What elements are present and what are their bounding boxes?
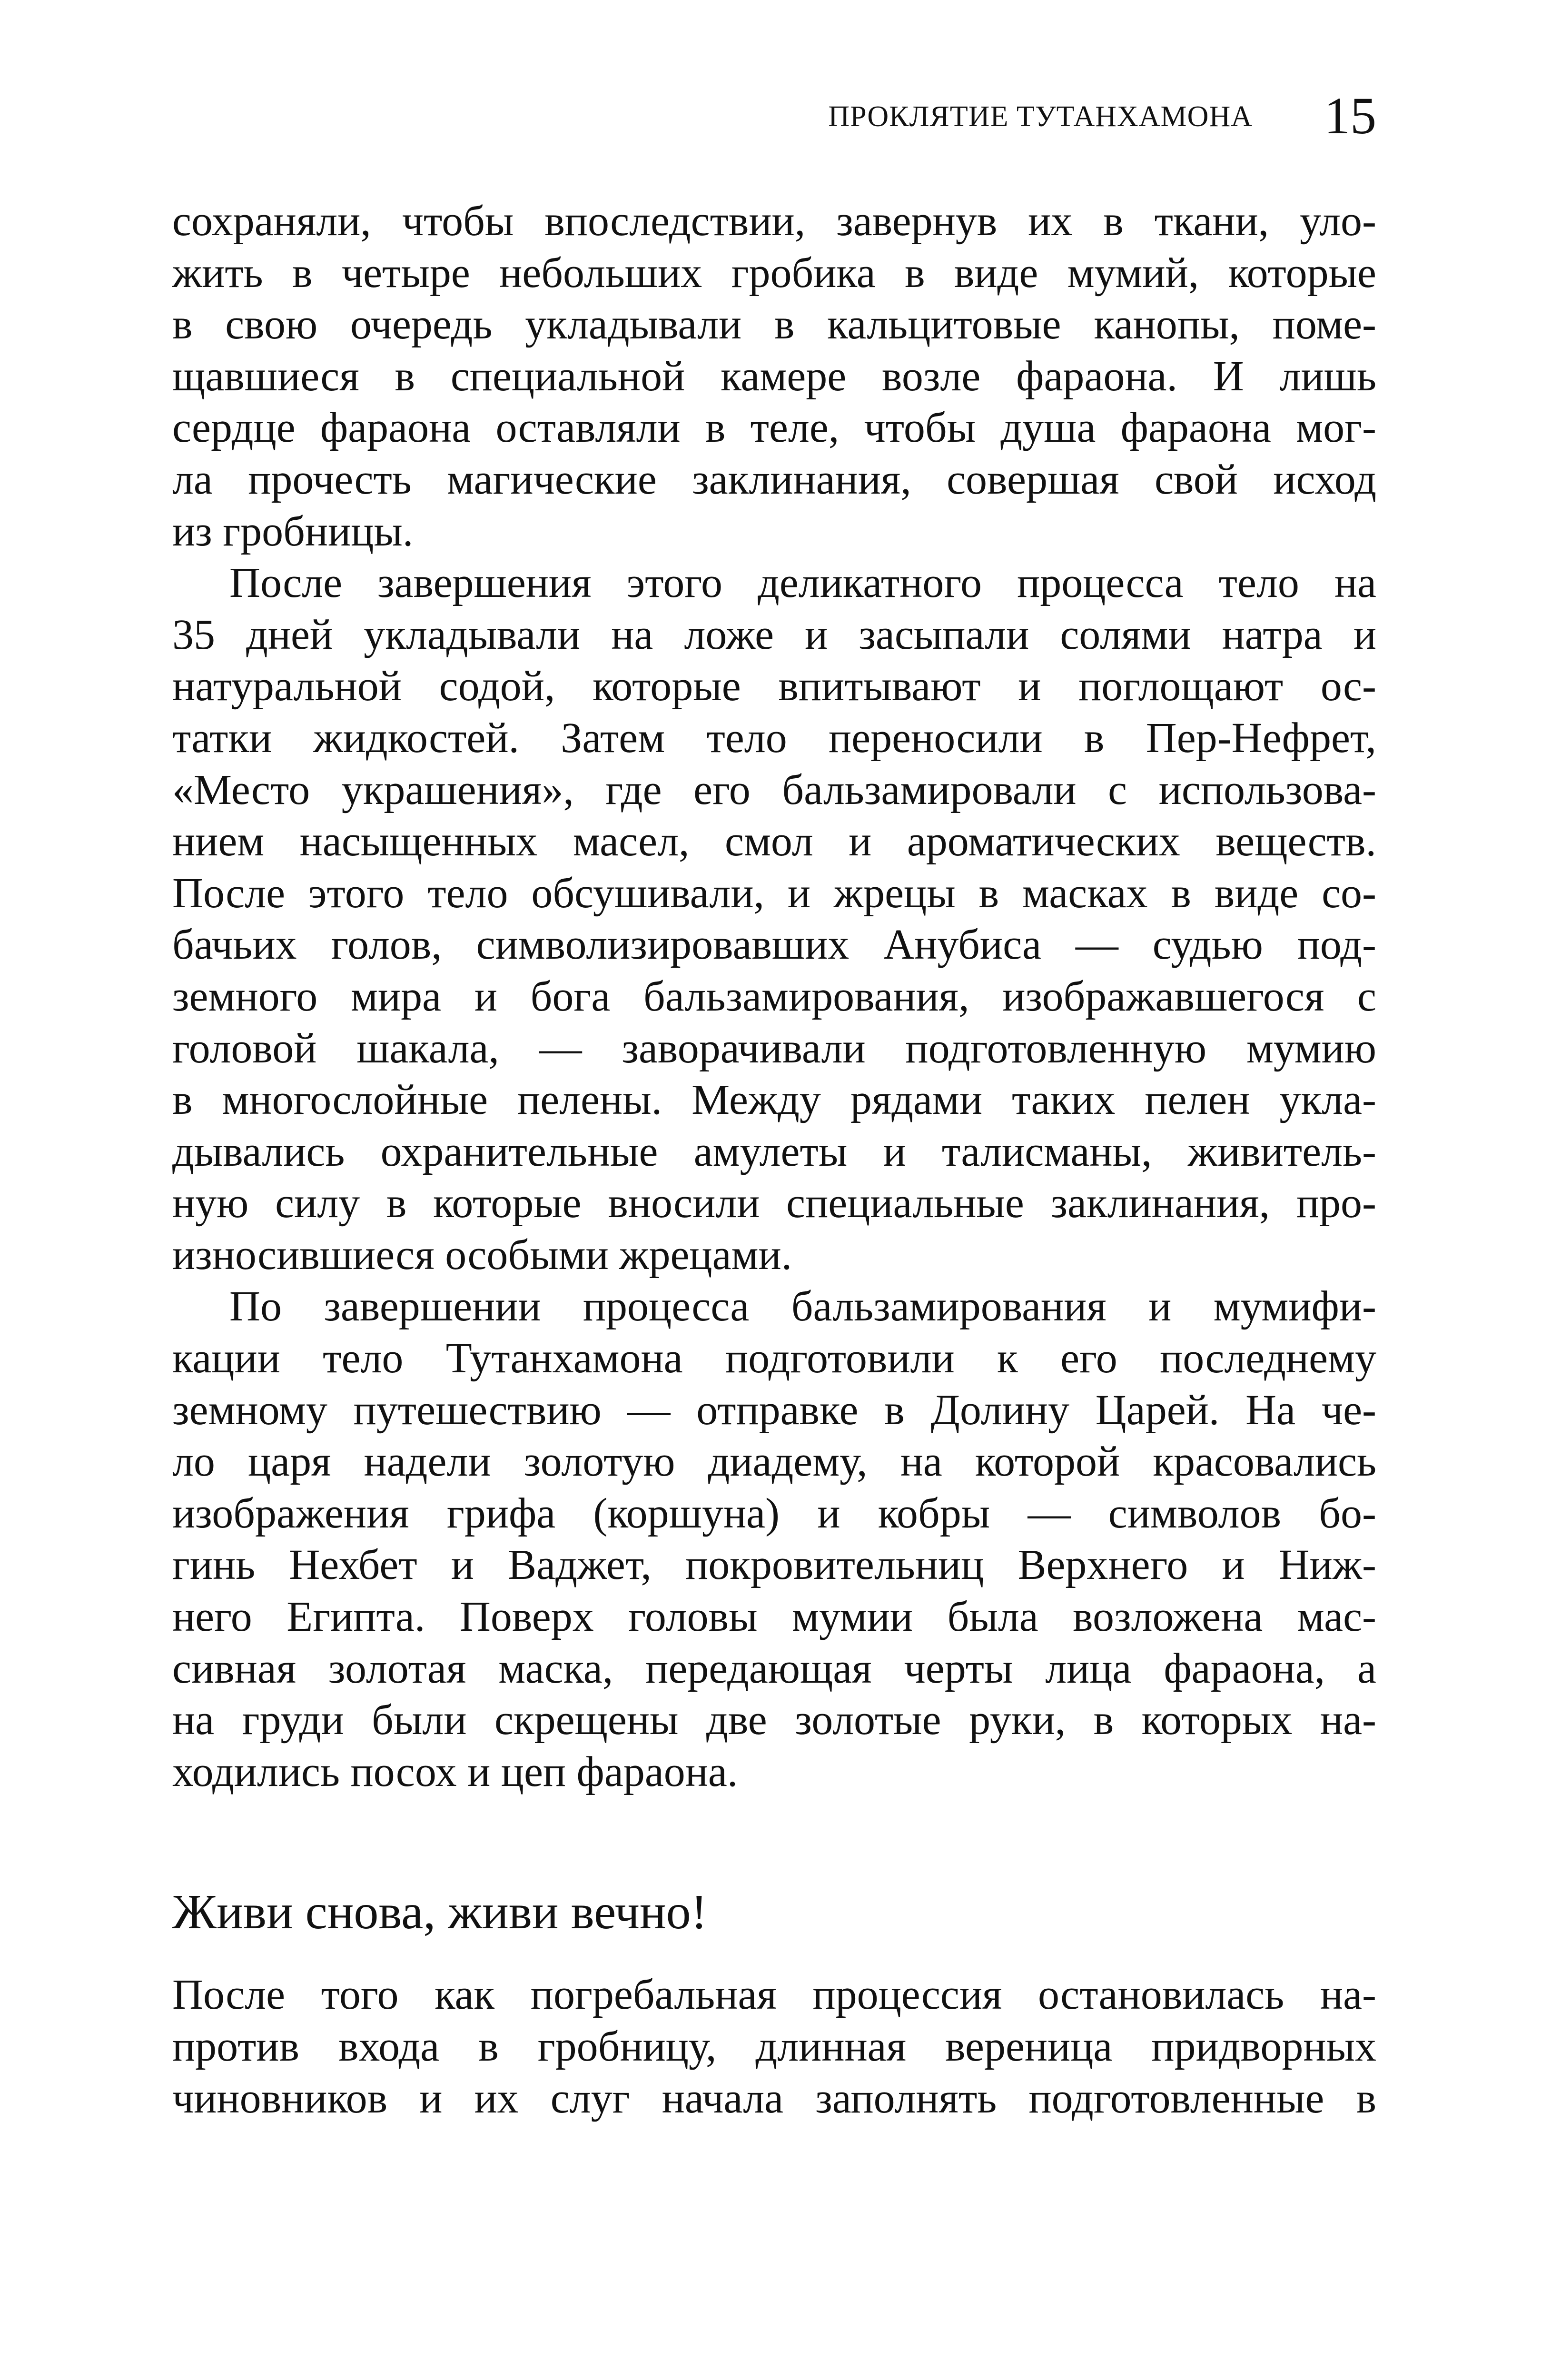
text-line: чиновников и их слуг начала заполнять подготовленные в [172, 2074, 1376, 2122]
text-line: После того как погребальная процессия остановилась на- [172, 1971, 1376, 2019]
text-line: него Египта. Поверх головы мумии была возложена мас- [172, 1593, 1376, 1641]
body-text [172, 196, 1376, 2124]
text-line: гинь Нехбет и Ваджет, покровительниц Верхнего и Ниж- [172, 1541, 1376, 1589]
text-line: в свою очередь укладывали в кальцитовые канопы, поме- [172, 301, 1376, 348]
text-line: жить в четыре небольших гробика в виде мумий, которые [172, 249, 1376, 297]
text-line: дывались охранительные амулеты и талисманы, живитель- [172, 1128, 1376, 1175]
heading-gap [172, 1945, 1376, 1969]
text-line: земному путешествию — отправке в Долину Царей. На че- [172, 1386, 1376, 1434]
text-line: на груди были скрещены две золотые руки, в которых на- [172, 1696, 1376, 1744]
text-line: кации тело Тутанхамона подготовили к его последнему [172, 1335, 1376, 1382]
text-line: из гробницы. [172, 507, 414, 555]
text-line: 35 дней укладывали на ложе и засыпали солями натра и [172, 611, 1376, 658]
text-line: головой шакала, — заворачивали подготовленную мумию [172, 1024, 1376, 1072]
text-line: После этого тело обсушивали, и жрецы в масках в виде со- [172, 869, 1376, 917]
text-line: бачьих голов, символизировавших Анубиса — судью под- [172, 921, 1376, 969]
text-line: износившиеся особыми жрецами. [172, 1231, 792, 1279]
text-line: сердце фараона оставляли в теле, чтобы душа фараона мог- [172, 404, 1376, 452]
text-line: земного мира и бога бальзамирования, изображавшегося с [172, 972, 1376, 1020]
text-line: По завершении процесса бальзамирования и мумифи- [229, 1283, 1376, 1330]
text-line: натуральной содой, которые впитывают и поглощают ос- [172, 663, 1376, 710]
paragraph [172, 1969, 1376, 2124]
text-line: ло царя надели золотую диадему, на которой красовались [172, 1438, 1376, 1486]
page-number: 15 [1324, 87, 1376, 145]
text-line: «Место украшения», где его бальзамировали с использова- [172, 766, 1376, 813]
text-line: щавшиеся в специальной камере возле фараона. И лишь [172, 352, 1376, 400]
running-title: ПРОКЛЯТИЕ ТУТАНХАМОНА [828, 100, 1253, 133]
text-line: в многослойные пелены. Между рядами таких пелен укла- [172, 1076, 1376, 1124]
running-header [757, 86, 1376, 143]
text-line: ную силу в которые вносили специальные заклинания, про- [172, 1180, 1376, 1227]
text-line: сохраняли, чтобы впоследствии, завернув их в ткани, уло- [172, 198, 1376, 245]
text-line: После завершения этого деликатного процесса тело на [229, 559, 1376, 607]
paragraph [172, 196, 1376, 557]
paragraph [172, 557, 1376, 1281]
paragraph [172, 1281, 1376, 1798]
text-line: ла прочесть магические заклинания, совершая свой исход [172, 456, 1376, 503]
section-heading: Живи снова, живи вечно! [172, 1884, 708, 1940]
text-line: татки жидкостей. Затем тело переносили в Пер-Нефрет, [172, 714, 1376, 762]
text-line: изображения грифа (коршуна) и кобры — символов бо- [172, 1489, 1376, 1537]
text-line: нием насыщенных масел, смол и ароматических веществ. [172, 818, 1376, 865]
section-gap [172, 1798, 1376, 1879]
text-line: сивная золотая маска, передающая черты лица фараона, а [172, 1645, 1376, 1692]
text-line: против входа в гробницу, длинная вереница придворных [172, 2023, 1376, 2070]
text-line: ходились посох и цеп фараона. [172, 1748, 738, 1795]
